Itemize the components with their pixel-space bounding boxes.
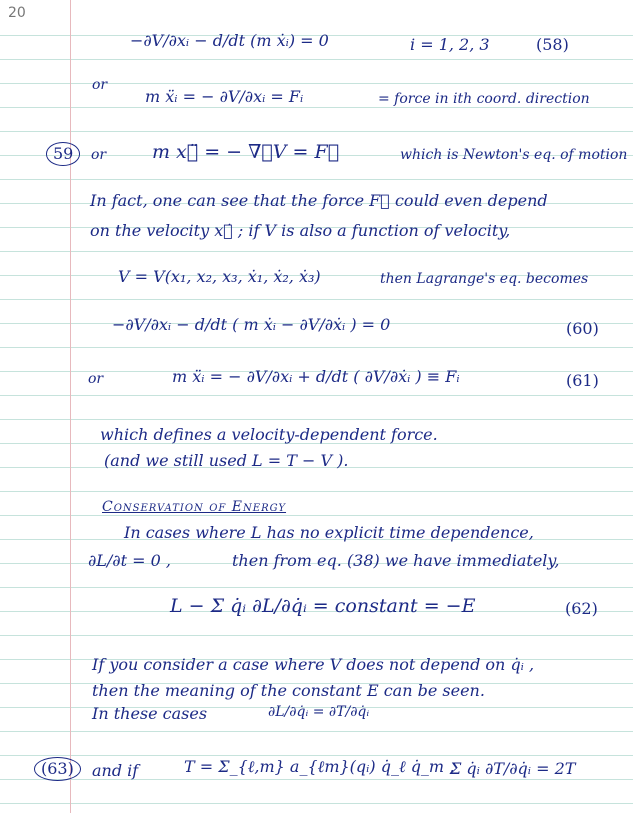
- lagrange-becomes: then Lagrange's eq. becomes: [380, 271, 589, 287]
- paragraph-line-2: on the velocity x⃗̇ ; if V is also a function of velocity,: [90, 221, 511, 240]
- or-label-3: or: [88, 371, 104, 387]
- paragraph-lagrangian-note: (and we still used L = T − V ).: [104, 451, 349, 470]
- equation-force-component: m ẍᵢ = − ∂V/∂xᵢ = Fᵢ: [145, 87, 304, 106]
- partial-l-t: ∂L/∂t = 0 ,: [88, 551, 171, 570]
- paragraph-meaning-1: If you consider a case where V does not depend on q̇ᵢ ,: [92, 655, 535, 674]
- equation-58: −∂V/∂xᵢ − d/dt (m ẋᵢ) = 0: [130, 31, 329, 50]
- paragraph-these-cases: In these cases: [92, 704, 208, 723]
- section-heading: Conservation of Energy: [102, 499, 287, 515]
- newton-description: which is Newton's eq. of motion: [400, 147, 628, 163]
- equation-number-59: 59: [46, 142, 80, 166]
- velocity-potential-definition: V = V(x₁, x₂, x₃, ẋ₁, ẋ₂, ẋ₃): [118, 267, 321, 286]
- equation-number-62: (62): [565, 599, 598, 618]
- margin-line: [70, 0, 71, 813]
- equation-62: L − Σ q̇ᵢ ∂L/∂q̇ᵢ = constant = −E: [170, 595, 476, 617]
- equation-number-60: (60): [566, 319, 599, 338]
- equation-60: −∂V/∂xᵢ − d/dt ( m ẋᵢ − ∂V/∂ẋᵢ ) = 0: [112, 315, 391, 334]
- equation-number-58: (58): [536, 35, 569, 54]
- paragraph-energy-1: In cases where L has no explicit time dependence,: [124, 523, 534, 542]
- equation-59: m x⃗̈ = − ∇⃗V = F⃗: [152, 141, 340, 163]
- index-range: i = 1, 2, 3: [410, 35, 490, 54]
- equation-number-61: (61): [566, 371, 599, 390]
- page-number: 20: [8, 5, 26, 21]
- and-if: and if: [92, 761, 139, 780]
- equation-number-63: (63): [34, 757, 81, 781]
- paragraph-energy-2: then from eq. (38) we have immediately,: [232, 551, 560, 570]
- equation-61: m ẍᵢ = − ∂V/∂xᵢ + d/dt ( ∂V/∂ẋᵢ ) ≡ Fᵢ: [172, 367, 460, 386]
- paragraph-meaning-2: then the meaning of the constant E can be seen.: [92, 681, 485, 700]
- force-description: = force in ith coord. direction: [378, 91, 590, 107]
- equation-kinetic-energy: T = Σ_{ℓ,m} a_{ℓm}(qᵢ) q̇_ℓ q̇_m ,: [184, 757, 455, 776]
- partial-l-equals-partial-t: ∂L/∂q̇ᵢ = ∂T/∂q̇ᵢ: [268, 704, 370, 720]
- paragraph-line-1: In fact, one can see that the force F⃗ could even depend: [90, 191, 548, 210]
- or-label-2: or: [91, 147, 107, 163]
- equation-euler-homogeneous: Σ q̇ᵢ ∂T/∂q̇ᵢ = 2T: [450, 759, 576, 778]
- paragraph-velocity-force: which defines a velocity-dependent force.: [100, 425, 438, 444]
- or-label: or: [92, 77, 108, 93]
